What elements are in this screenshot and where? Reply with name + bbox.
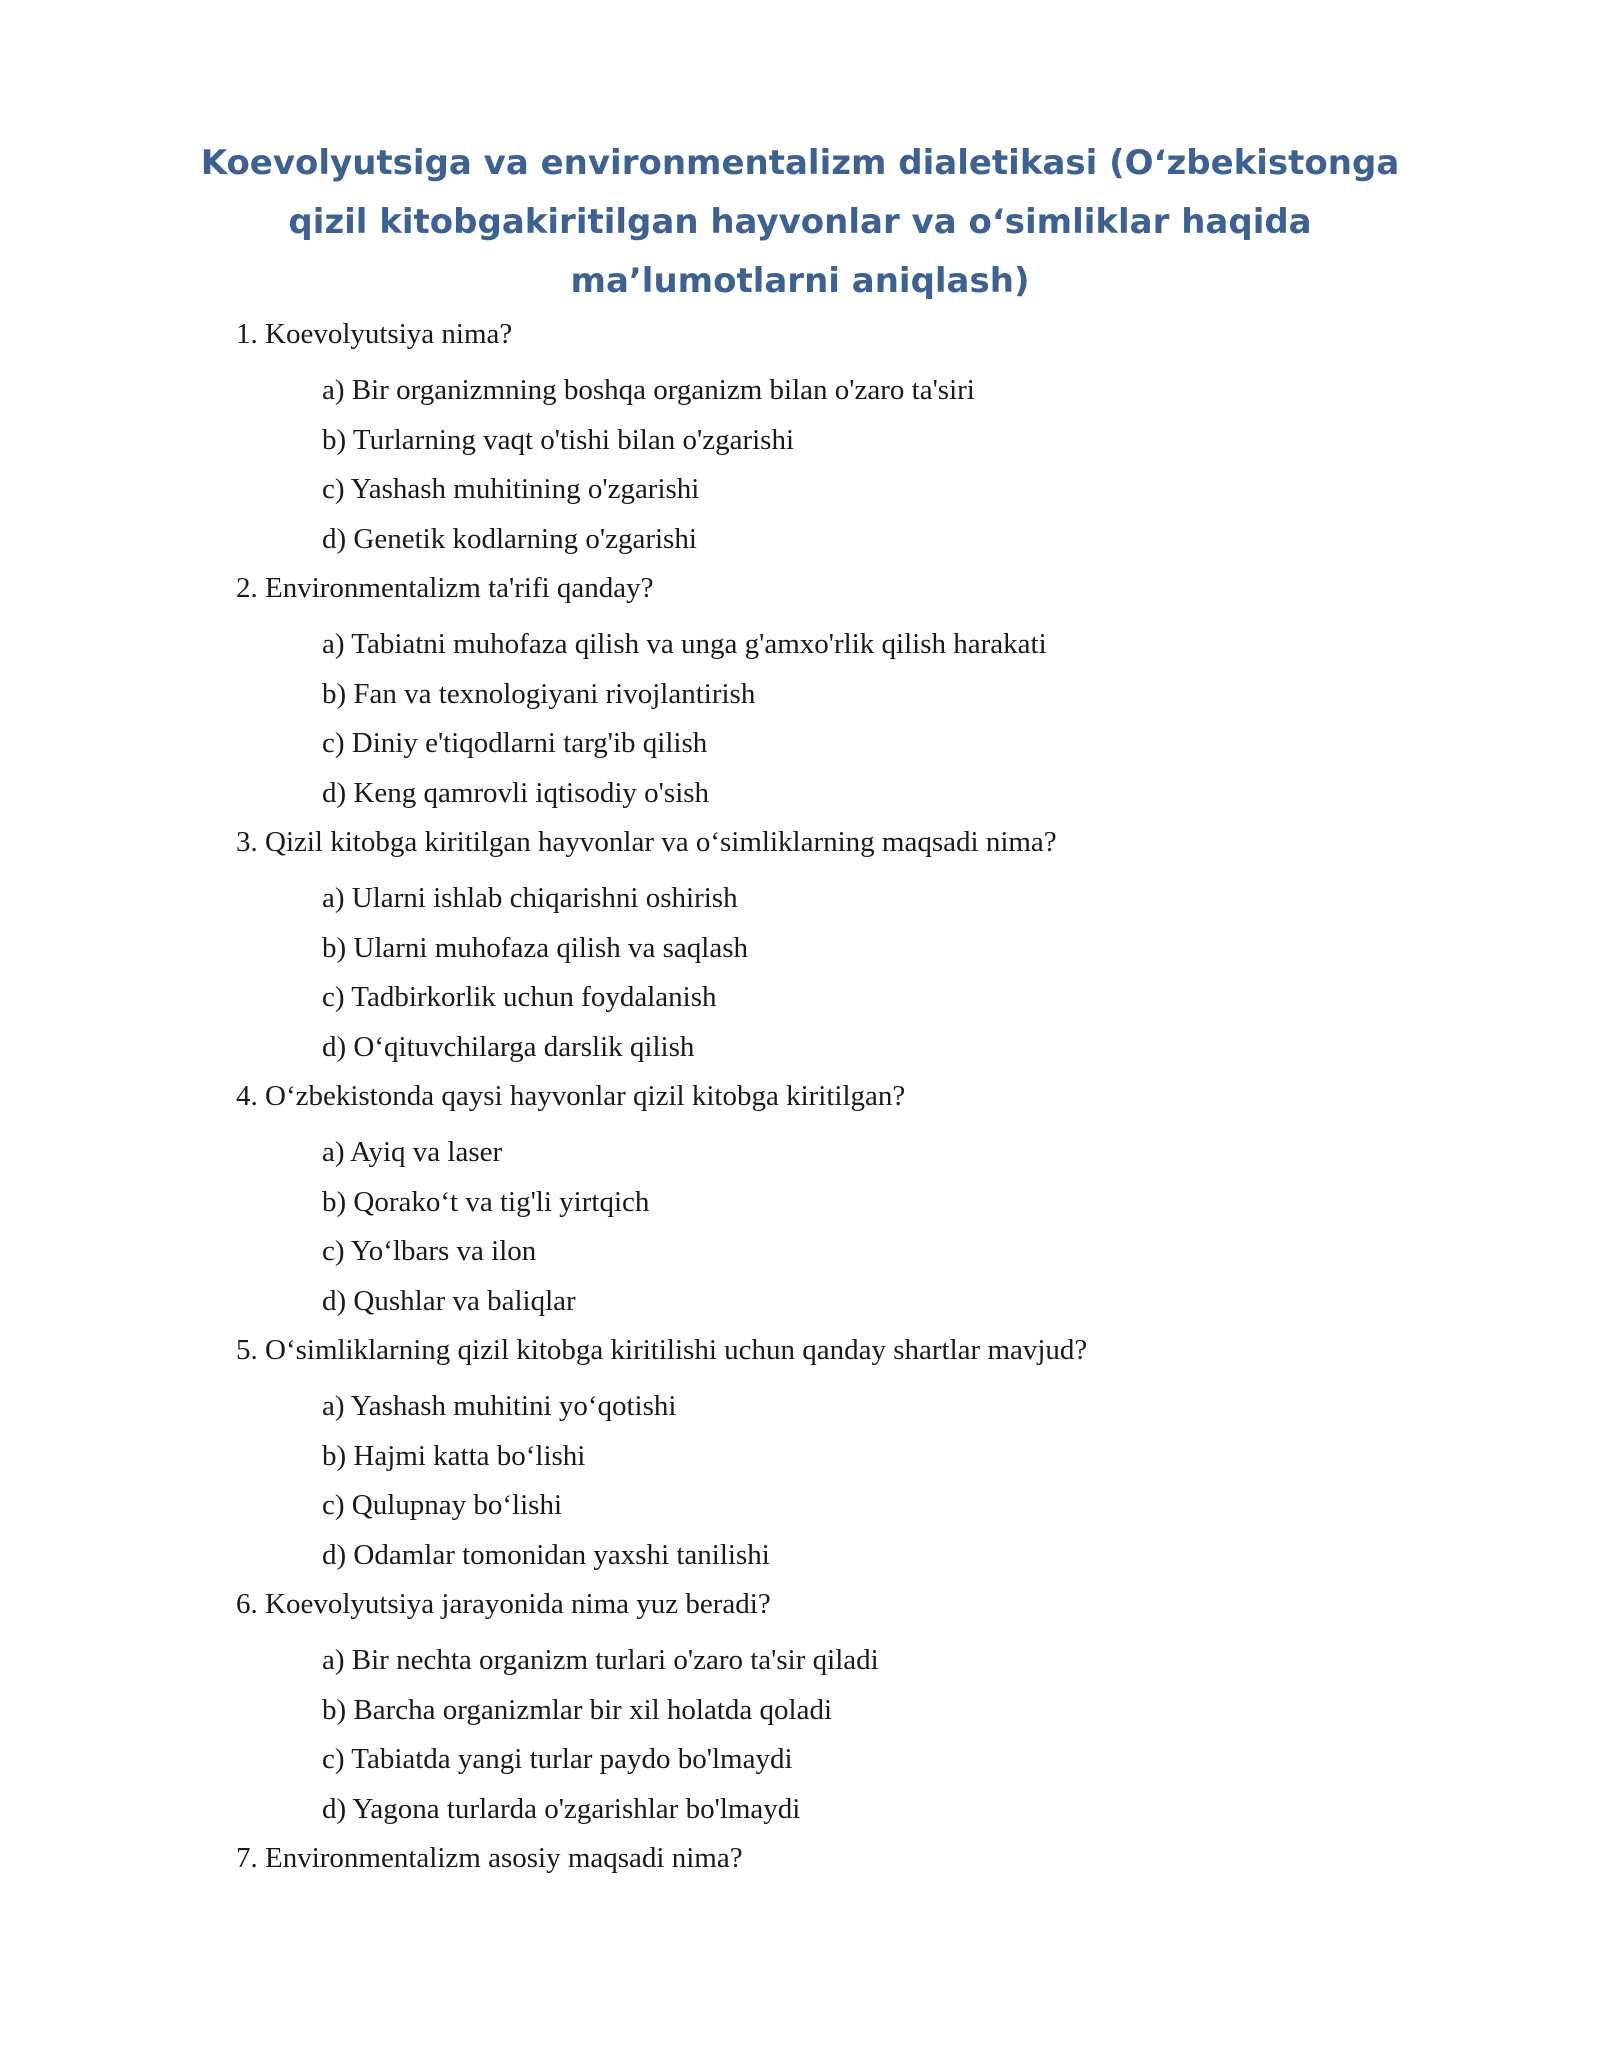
question-5 bbox=[236, 1326, 1436, 1580]
question-4 bbox=[236, 1072, 1436, 1326]
quiz-list bbox=[236, 310, 1436, 1882]
option-d: d) Qushlar va baliqlar bbox=[322, 1284, 576, 1317]
option-c: c) Diniy e'tiqodlarni targ'ib qilish bbox=[322, 727, 708, 759]
option-d: d) Odamlar tomonidan yaxshi tanilishi bbox=[322, 1538, 770, 1571]
question-text: 6. Koevolyutsiya jarayonida nima yuz beradi? bbox=[236, 1588, 771, 1620]
option-list bbox=[236, 1628, 1436, 1834]
option-c: c) Tadbirkorlik uchun foydalanish bbox=[322, 981, 717, 1013]
question-3 bbox=[236, 818, 1436, 1072]
option-list bbox=[236, 1120, 1436, 1326]
option-b: b) Hajmi katta bo‘lishi bbox=[322, 1439, 586, 1472]
option-a: a) Bir organizmning boshqa organizm bilan o'zaro ta'siri bbox=[322, 374, 975, 406]
option-a: a) Ayiq va laser bbox=[322, 1136, 503, 1168]
option-a: a) Yashash muhitini yo‘qotishi bbox=[322, 1390, 677, 1422]
option-d: d) Keng qamrovli iqtisodiy o'sish bbox=[322, 776, 710, 809]
question-text: 4. O‘zbekistonda qaysi hayvonlar qizil kitobga kiritilgan? bbox=[236, 1080, 906, 1112]
question-text: 1. Koevolyutsiya nima? bbox=[236, 318, 513, 350]
option-c: c) Yashash muhitining o'zgarishi bbox=[322, 473, 700, 505]
option-d: d) Yagona turlarda o'zgarishlar bo'lmaydi bbox=[322, 1792, 801, 1825]
question-text: 3. Qizil kitobga kiritilgan hayvonlar va o‘simliklarning maqsadi nima? bbox=[236, 826, 1057, 858]
option-list bbox=[236, 358, 1436, 564]
title-line: ma’lumotlarni aniqlash) bbox=[570, 261, 1030, 301]
option-b: b) Turlarning vaqt o'tishi bilan o'zgarishi bbox=[322, 423, 795, 456]
option-a: a) Tabiatni muhofaza qilish va unga g'amxo'rlik qilish harakati bbox=[322, 628, 1047, 660]
option-list bbox=[236, 1374, 1436, 1580]
option-b: b) Ularni muhofaza qilish va saqlash bbox=[322, 931, 749, 964]
title-line: Koevolyutsiga va environmentalizm dialetikasi (O‘zbekistonga bbox=[200, 143, 1400, 183]
title-line: qizil kitobgakiritilgan hayvonlar va o‘simliklar haqida bbox=[288, 202, 1312, 242]
option-d: d) Genetik kodlarning o'zgarishi bbox=[322, 522, 697, 555]
question-text: 2. Environmentalizm ta'rifi qanday? bbox=[236, 572, 654, 604]
option-b: b) Fan va texnologiyani rivojlantirish bbox=[322, 677, 756, 710]
question-6 bbox=[236, 1580, 1436, 1834]
option-d: d) O‘qituvchilarga darslik qilish bbox=[322, 1030, 695, 1063]
question-text: 7. Environmentalizm asosiy maqsadi nima? bbox=[236, 1842, 743, 1874]
option-c: c) Tabiatda yangi turlar paydo bo'lmaydi bbox=[322, 1743, 793, 1775]
question-text: 5. O‘simliklarning qizil kitobga kiritilishi uchun qanday shartlar mavjud? bbox=[236, 1334, 1088, 1366]
question-7 bbox=[236, 1834, 1436, 1882]
question-2 bbox=[236, 564, 1436, 818]
option-c: c) Yo‘lbars va ilon bbox=[322, 1235, 537, 1267]
option-b: b) Barcha organizmlar bir xil holatda qoladi bbox=[322, 1693, 833, 1726]
option-a: a) Bir nechta organizm turlari o'zaro ta'sir qiladi bbox=[322, 1644, 879, 1676]
option-list bbox=[236, 866, 1436, 1072]
option-list bbox=[236, 612, 1436, 818]
document-title bbox=[0, 134, 1600, 311]
question-1 bbox=[236, 310, 1436, 564]
option-a: a) Ularni ishlab chiqarishni oshirish bbox=[322, 882, 738, 914]
option-b: b) Qorako‘t va tig'li yirtqich bbox=[322, 1185, 650, 1218]
option-c: c) Qulupnay bo‘lishi bbox=[322, 1489, 563, 1521]
